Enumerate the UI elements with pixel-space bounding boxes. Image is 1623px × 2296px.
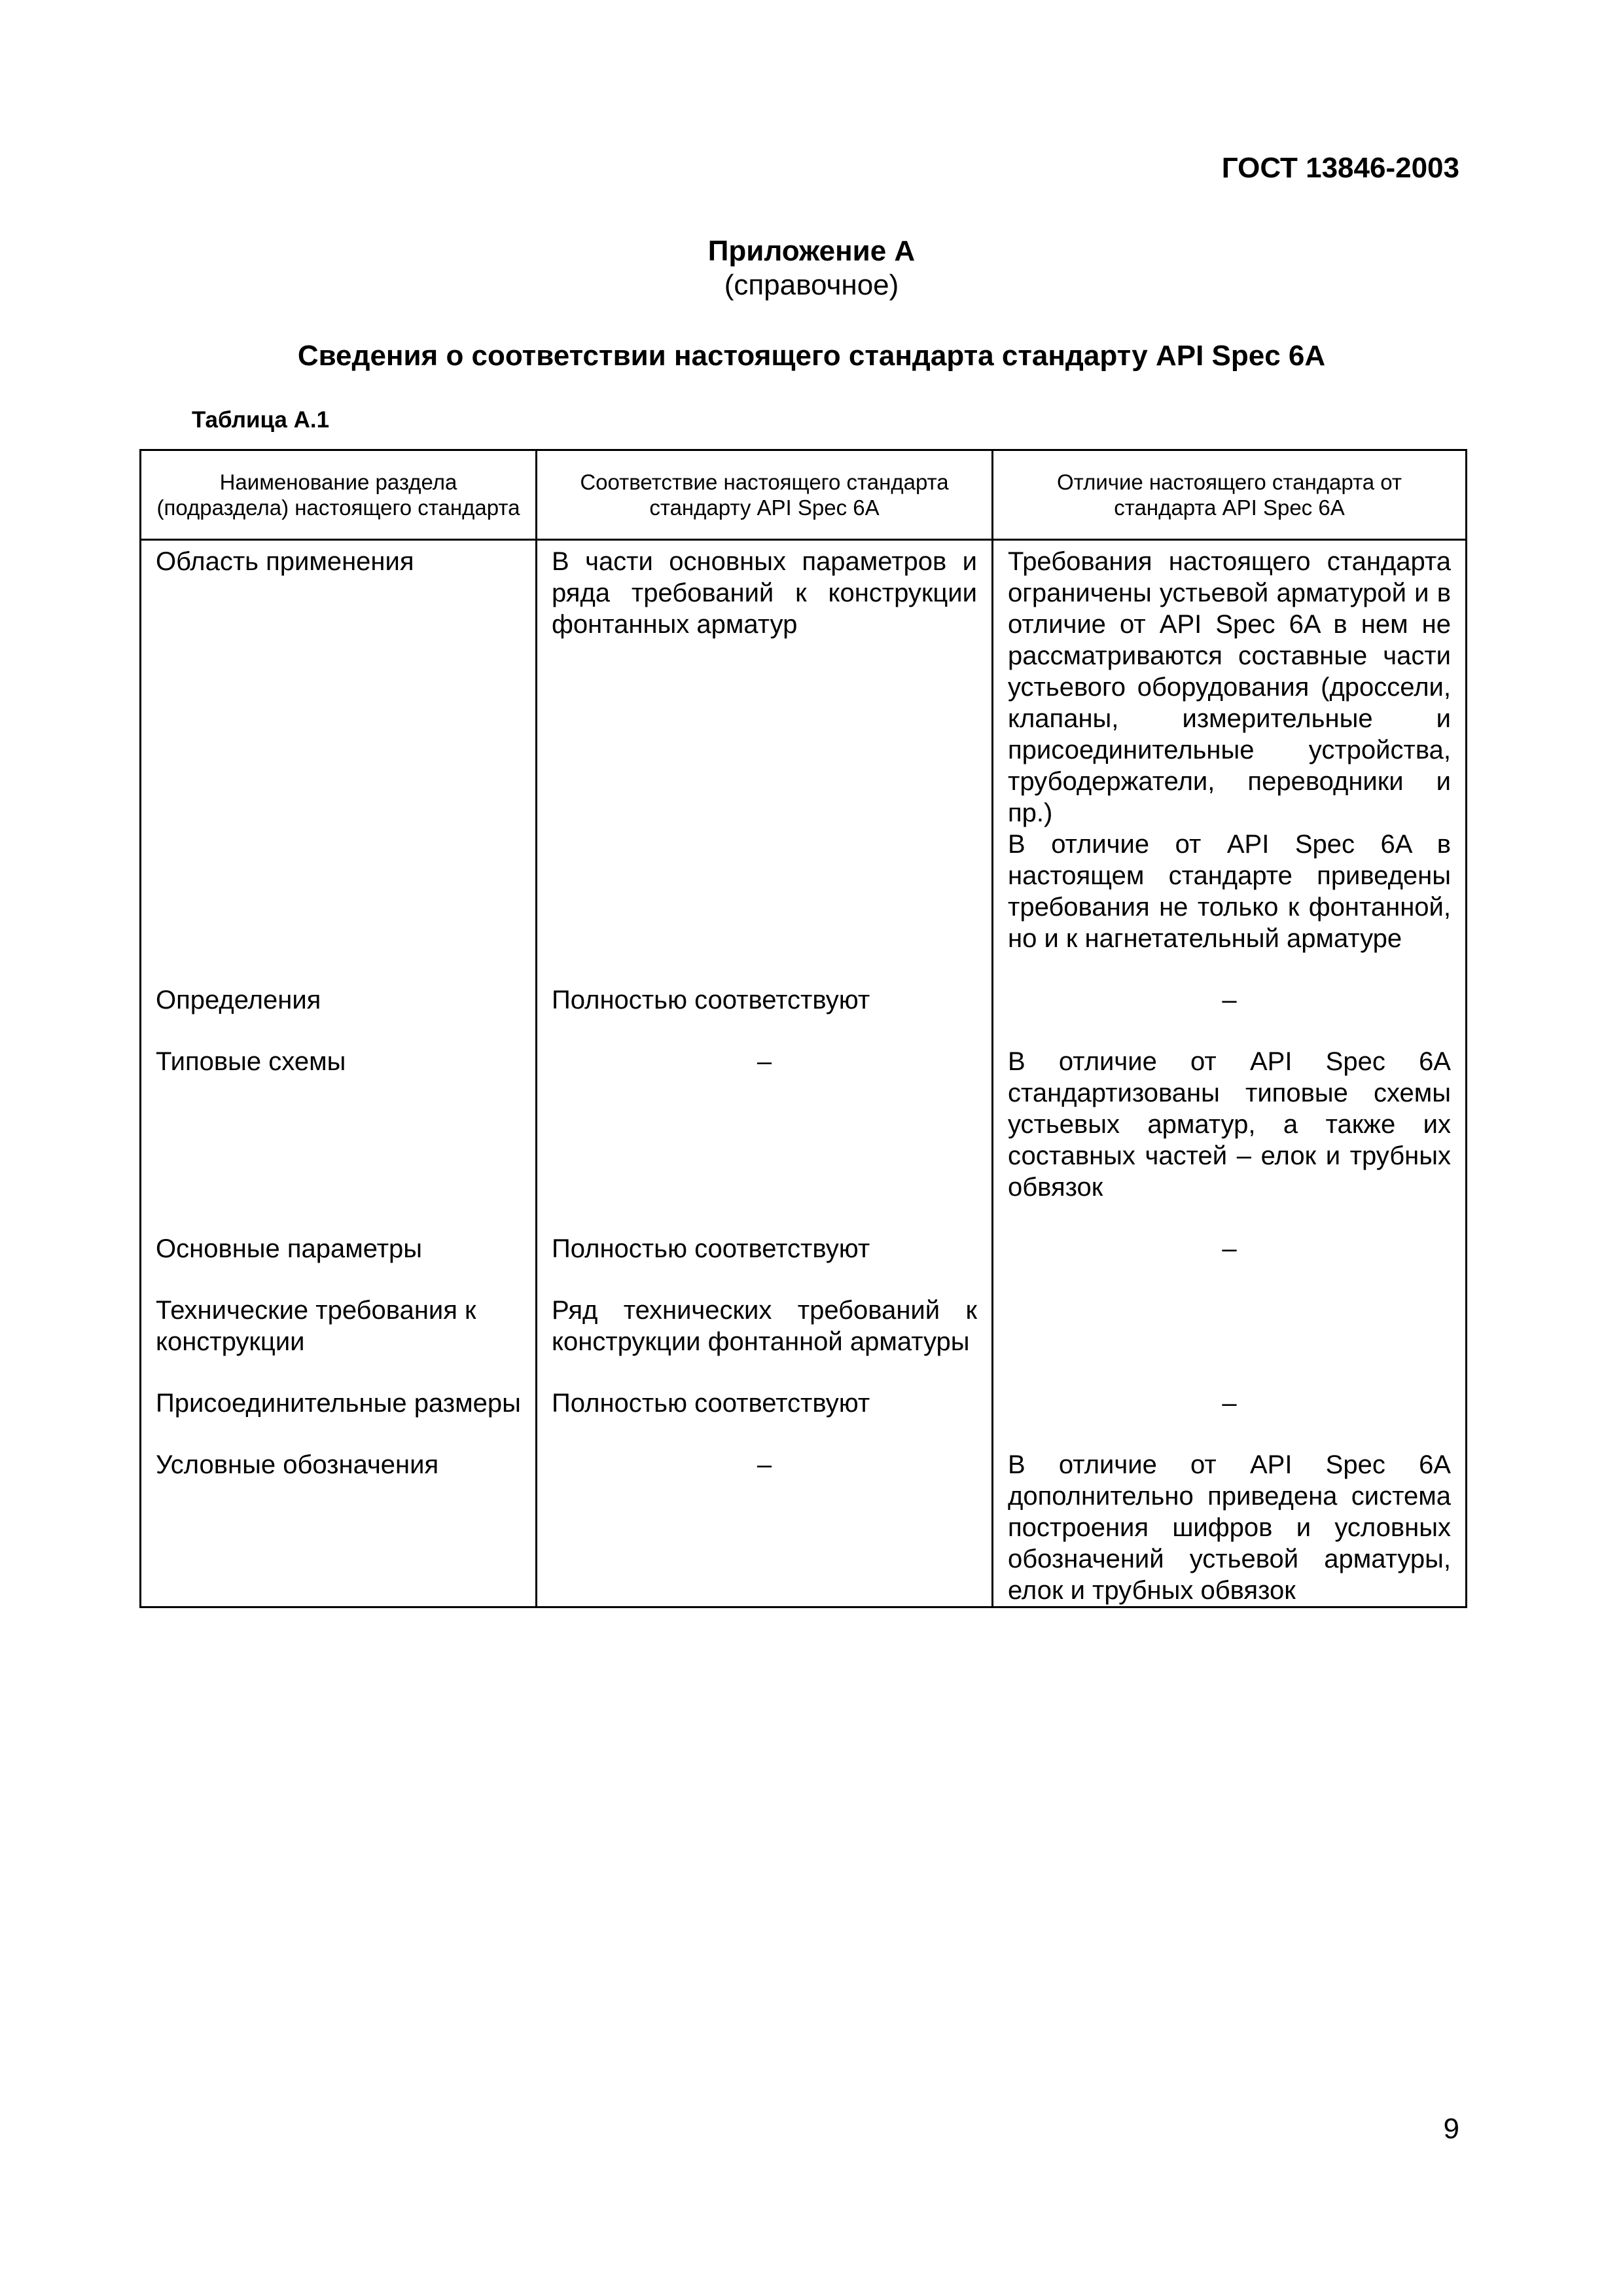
- cell-section: Основные параметры: [141, 1233, 537, 1295]
- cell-section: Область применения: [141, 540, 537, 985]
- table-row: [141, 1295, 1467, 1388]
- cell-correspondence: Полностью соответствуют: [537, 1233, 993, 1295]
- appendix-subtitle: (справочное): [724, 269, 899, 301]
- cell-difference: –: [993, 1388, 1467, 1449]
- cell-section: Присоединительные размеры: [141, 1388, 537, 1449]
- cell-section: Типовые схемы: [141, 1046, 537, 1233]
- cell-section: Технические требования к конструкции: [141, 1295, 537, 1388]
- table-row: [141, 1233, 1467, 1295]
- cell-correspondence: В части основных параметров и ряда требований к конструкции фонтанных арматур: [537, 540, 993, 985]
- appendix-title: Приложение А: [707, 235, 916, 267]
- header-correspondence: Соответствие настоящего стандарта стандарту API Spec 6A: [537, 450, 993, 540]
- cell-difference-paragraph: Требования настоящего стандарта ограничены устьевой арматурой и в отличие от API Spec 6A в нем не рассматриваются составные части устьевого оборудования (дроссели, клапаны, измерительные и присоединительные устройства, трубодержатели, переводники и пр.): [1008, 547, 1451, 827]
- cell-section: Условные обозначения: [141, 1449, 537, 1607]
- document-code: ГОСТ 13846-2003: [1221, 152, 1459, 184]
- table-row: [141, 1449, 1467, 1607]
- cell-difference: [993, 540, 1467, 985]
- cell-difference: В отличие от API Spec 6A дополнительно приведена система построения шифров и условных обозначений устьевой арматуры, елок и трубных обвязок: [993, 1449, 1467, 1607]
- table-row: [141, 540, 1467, 985]
- table-row: [141, 1388, 1467, 1449]
- cell-correspondence: –: [537, 1449, 993, 1607]
- cell-difference: [993, 1295, 1467, 1388]
- cell-correspondence: Полностью соответствуют: [537, 1388, 993, 1449]
- cell-difference: В отличие от API Spec 6A стандартизованы типовые схемы устьевых арматур, а также их составных частей – елок и трубных обвязок: [993, 1046, 1467, 1233]
- cell-difference-paragraph: В отличие от API Spec 6A в настоящем стандарте приведены требования не только к фонтанной, но и к нагнетательный арматуре: [1008, 830, 1451, 953]
- cell-section: Определения: [141, 984, 537, 1046]
- cell-correspondence: –: [537, 1046, 993, 1233]
- page-number: 9: [1443, 2113, 1459, 2145]
- section-heading: Сведения о соответствии настоящего стандарта стандарту API Spec 6A: [297, 340, 1326, 372]
- header-section-name: Наименование раздела (подраздела) настоящего стандарта: [141, 450, 537, 540]
- cell-correspondence: Ряд технических требований к конструкции фонтанной арматуры: [537, 1295, 993, 1388]
- cell-difference: –: [993, 984, 1467, 1046]
- cell-difference: –: [993, 1233, 1467, 1295]
- table-header-row: [141, 450, 1467, 540]
- comparison-table: [139, 449, 1467, 1608]
- table-row: [141, 1046, 1467, 1233]
- cell-correspondence: Полностью соответствуют: [537, 984, 993, 1046]
- table-row: [141, 984, 1467, 1046]
- table-caption: Таблица А.1: [192, 407, 330, 433]
- header-difference: Отличие настоящего стандарта от стандарта API Spec 6A: [993, 450, 1467, 540]
